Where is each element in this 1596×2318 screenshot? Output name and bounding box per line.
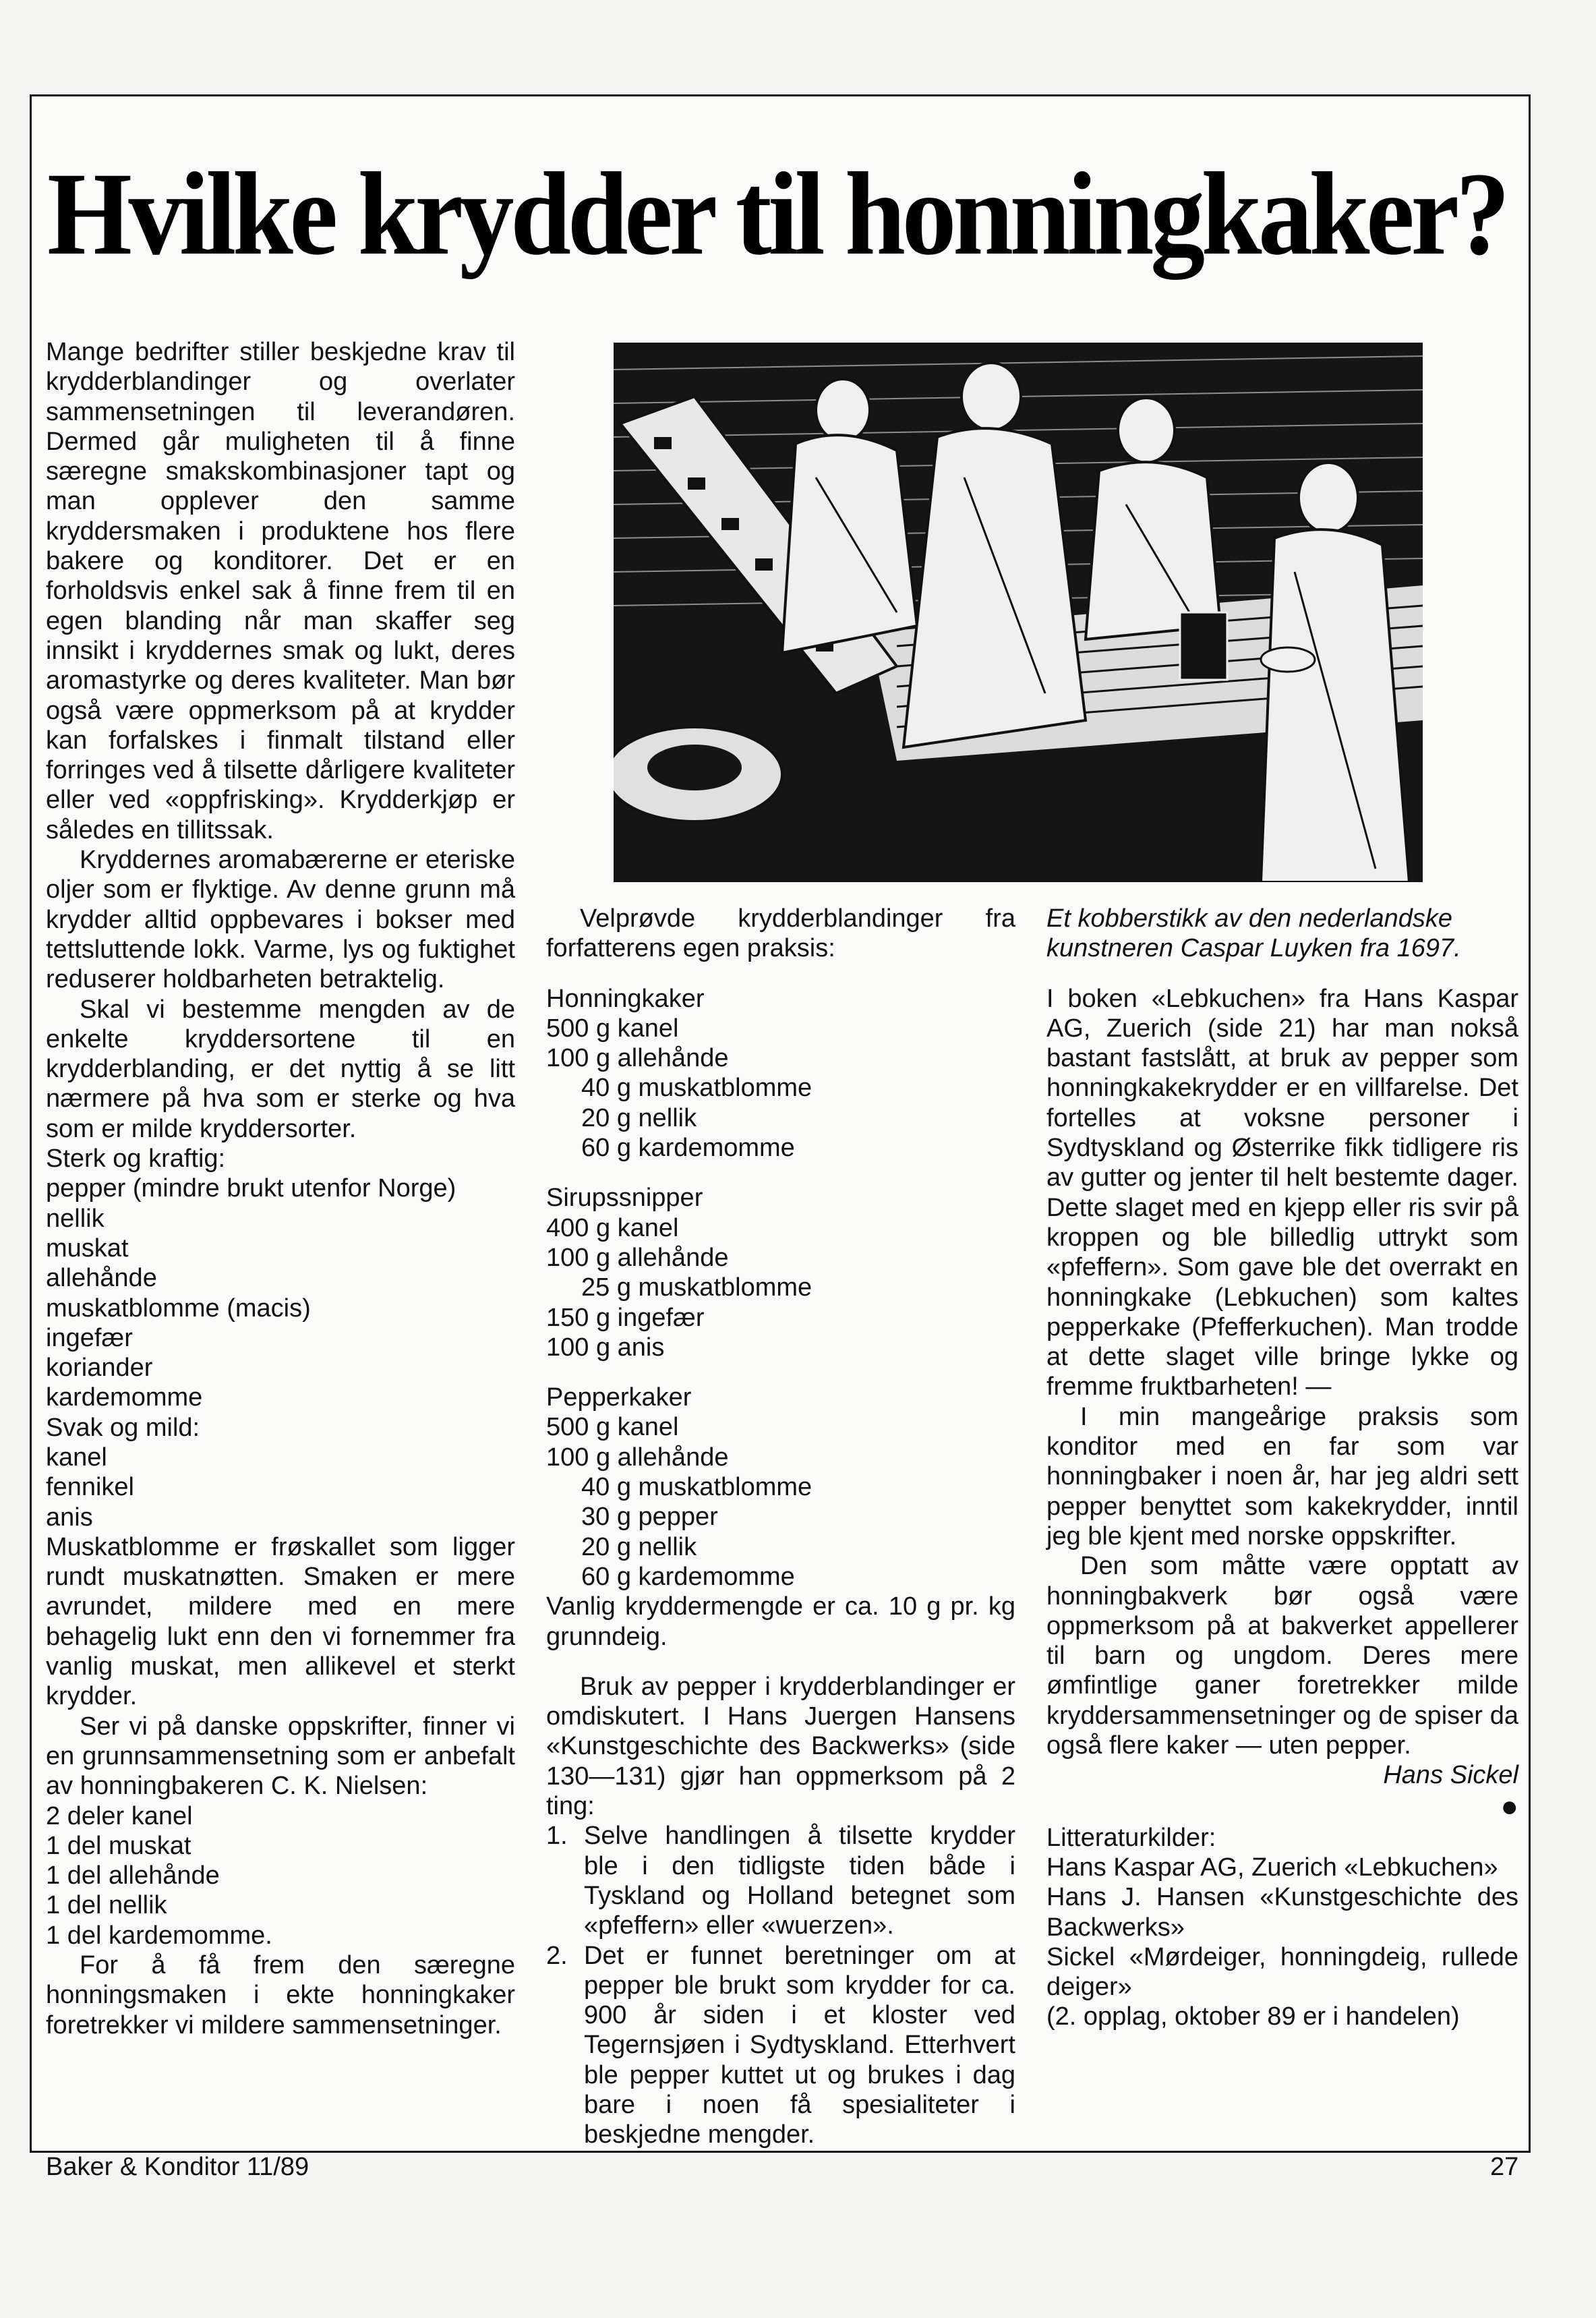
recipe-line: 100 g anis xyxy=(546,1333,665,1362)
paragraph: Kryddernes aromabærerne er eteriske oljer som er flyktige. Av denne grunn må krydder alltid oppbevares i bokser med tettsluttende lokk. Varme, lys og fuktighet reduserer holdbarheten betraktelig. xyxy=(46,846,515,994)
paragraph: For å få frem den særegne honningsmaken i ekte honningkaker foretrekker vi mildere sammensetninger. xyxy=(46,1951,515,2039)
column-1 xyxy=(46,337,515,2040)
image-caption: Et kobberstikk av den nederlandske kunstneren Caspar Luyken fra 1697. xyxy=(1046,904,1461,963)
paragraph: Den som måtte være opptatt av honningbakverk bør også være oppmerksom på at bakverket appellerer til barn og ungdom. Deres mere ømfintlige ganer foretrekker milde kryddersammensetninger og de spiser da også flere kaker — uten pepper. xyxy=(1046,1552,1518,1760)
recipe-line: 25 g muskatblomme xyxy=(581,1273,812,1302)
list-item: (2. opplag, oktober 89 er i handelen) xyxy=(1046,2002,1460,2031)
list-item: Hans Kaspar AG, Zuerich «Lebkuchen» xyxy=(1046,1853,1498,1882)
recipe-line: 100 g allehånde xyxy=(546,1243,729,1272)
danish-mix-list xyxy=(46,1801,515,1950)
recipe-line: 400 g kanel xyxy=(546,1213,679,1242)
list-item: fennikel xyxy=(46,1473,134,1502)
mild-spices-list xyxy=(46,1443,515,1532)
recipe-line: 30 g pepper xyxy=(581,1503,718,1532)
list-item: 1 del muskat xyxy=(46,1831,191,1860)
list-item: kardemomme xyxy=(46,1383,203,1412)
mild-spices-heading: Svak og mild: xyxy=(46,1413,200,1442)
list-item: 2. Det er funnet beretninger om at pepper ble brukt som krydder for ca. 900 år siden i et kloster ved Tegernsjøen i Sydtyskland. Etterhvert ble pepper kuttet ut og brukes i dag bare i noen få spesialiteter i beskjedne mengder. xyxy=(546,1941,1015,2149)
list-item: 1 del kardemomme. xyxy=(46,1921,272,1950)
list-item: nellik xyxy=(46,1204,105,1233)
list-item: Hans J. Hansen «Kunstgeschichte des Backwerks» xyxy=(1046,1883,1518,1942)
paragraph: I min mangeårige praksis som konditor med en far som var honningbaker i noen år, har jeg aldri sett pepper benyttet som kakekrydder, inntil jeg ble kjent med norske oppskrifter. xyxy=(1046,1402,1518,1551)
end-mark: ● xyxy=(1500,1789,1518,1823)
paragraph: Ser vi på danske oppskrifter, finner vi en grunnsammensetning som er anbefalt av honningbakeren C. K. Nielsen: xyxy=(46,1712,515,1801)
strong-spices-heading: Sterk og kraftig: xyxy=(46,1144,226,1174)
list-item: 1. Selve handlingen å tilsette krydder ble i den tidligste tiden både i Tyskland og Holland betegnet som «pfeffern» eller «wuerzen». xyxy=(546,1822,1015,1940)
recipe-line: 20 g nellik xyxy=(581,1532,697,1561)
recipe-pepperkaker xyxy=(546,1383,1015,1592)
recipe-line: 100 g allehånde xyxy=(546,1443,729,1472)
numbered-list xyxy=(546,1821,1015,2149)
headline: Hvilke krydder til honningkaker? xyxy=(47,148,1507,280)
references-list xyxy=(1046,1853,1518,2032)
recipe-line: 500 g kanel xyxy=(546,1014,679,1043)
column-2 xyxy=(546,904,1015,2150)
recipe-line: 500 g kanel xyxy=(546,1413,679,1442)
recipe-line: 20 g nellik xyxy=(581,1103,697,1132)
page-number: 27 xyxy=(1490,2153,1519,2181)
recipe-sirupssnipper xyxy=(546,1183,1015,1362)
list-item: 1 del nellik xyxy=(46,1891,167,1920)
list-item: pepper (mindre brukt utenfor Norge) xyxy=(46,1174,456,1203)
list-item: 2 deler kanel xyxy=(46,1801,193,1830)
author-signature: Hans Sickel xyxy=(1383,1761,1518,1790)
paragraph: Bruk av pepper i krydderblandinger er omdiskutert. I Hans Juergen Hansens «Kunstgeschichte des Backwerks» (side 130—131) gjør han oppmerksom på 2 ting: xyxy=(546,1672,1015,1821)
recipe-line: 40 g muskatblomme xyxy=(581,1473,812,1502)
recipe-name: Honningkaker xyxy=(546,984,705,1013)
list-item: 1 del allehånde xyxy=(46,1861,220,1890)
strong-spices-list xyxy=(46,1174,515,1412)
list-item: muskatblomme (macis) xyxy=(46,1294,311,1323)
recipe-name: Pepperkaker xyxy=(546,1383,692,1412)
list-item: Sickel «Mørdeiger, honningdeig, rullede deiger» xyxy=(1046,1942,1518,2002)
recipe-line: 60 g kardemomme xyxy=(581,1562,795,1591)
recipe-line: 100 g allehånde xyxy=(546,1044,729,1073)
engraving-illustration xyxy=(614,343,1423,882)
column-3 xyxy=(1046,904,1518,2032)
list-item: anis xyxy=(46,1503,93,1532)
amount-note: Vanlig kryddermengde er ca. 10 g pr. kg grunndeig. xyxy=(546,1592,1015,1651)
paragraph: Skal vi bestemme mengden av de enkelte kryddersortene til en krydderblanding, er det nyttig å se litt nærmere på hva som er sterke og hva som er milde kryddersorter. xyxy=(46,995,515,1143)
recipe-line: 40 g muskatblomme xyxy=(581,1074,812,1103)
publication-footer: Baker & Konditor 11/89 xyxy=(46,2153,309,2181)
list-item: koriander xyxy=(46,1354,153,1383)
list-item: ingefær xyxy=(46,1323,133,1352)
recipe-name: Sirupssnipper xyxy=(546,1184,703,1213)
list-item: kanel xyxy=(46,1443,107,1472)
list-item: muskat xyxy=(46,1234,129,1263)
list-item: allehånde xyxy=(46,1264,157,1293)
recipe-honningkaker xyxy=(546,984,1015,1163)
paragraph: I boken «Lebkuchen» fra Hans Kaspar AG, Zuerich (side 21) har man nokså bastant fastslått, at bruk av pepper som honningkakekrydder er en villfarelse. Det fortelles at voksne personer i Sydtyskland og Østerrike fikk tidligere ris av gutter og jenter til helt bestemte dager. Dette slaget med en kjepp eller ris svir på kroppen og ble billedlig uttrykt som «pfeffern». Som gave ble det overrakt en honningkake (Lebkuchen) som kaltes pepperkake (Pfefferkuchen). Man trodde at dette slaget ville bringe lykke og fremme fruktbarheten! — xyxy=(1046,984,1518,1401)
references-heading: Litteraturkilder: xyxy=(1046,1823,1216,1852)
recipe-line: 150 g ingefær xyxy=(546,1303,705,1332)
paragraph: Muskatblomme er frøskallet som ligger rundt muskatnøtten. Smaken er mere avrundet, mildere med en mere behagelig lukt enn den vi fornemmer fra vanlig muskat, men allikevel et sterkt krydder. xyxy=(46,1532,515,1711)
paragraph: Mange bedrifter stiller beskjedne krav til krydderblandinger og overlater sammensetningen til leverandøren. Dermed går muligheten til å finne særegne smakskombinasjoner tapt og man opplever den samme kryddersmaken i produktene hos flere bakere og konditorer. Det er en forholdsvis enkel sak å finne frem til en egen blanding når man skaffer seg innsikt i kryddernes smak og lukt, deres aromastyrke og deres kvaliteter. Man bør også være oppmerksom på at krydder kan forfalskes i finmalt tilstand eller forringes ved å tilsette dårligere kvaliteter eller ved «oppfrisking». Krydderkjøp er således en tillitssak. xyxy=(46,338,515,844)
recipes-intro: Velprøvde krydderblandinger fra forfatterens egen praksis: xyxy=(546,904,1015,963)
recipe-line: 60 g kardemomme xyxy=(581,1134,795,1163)
